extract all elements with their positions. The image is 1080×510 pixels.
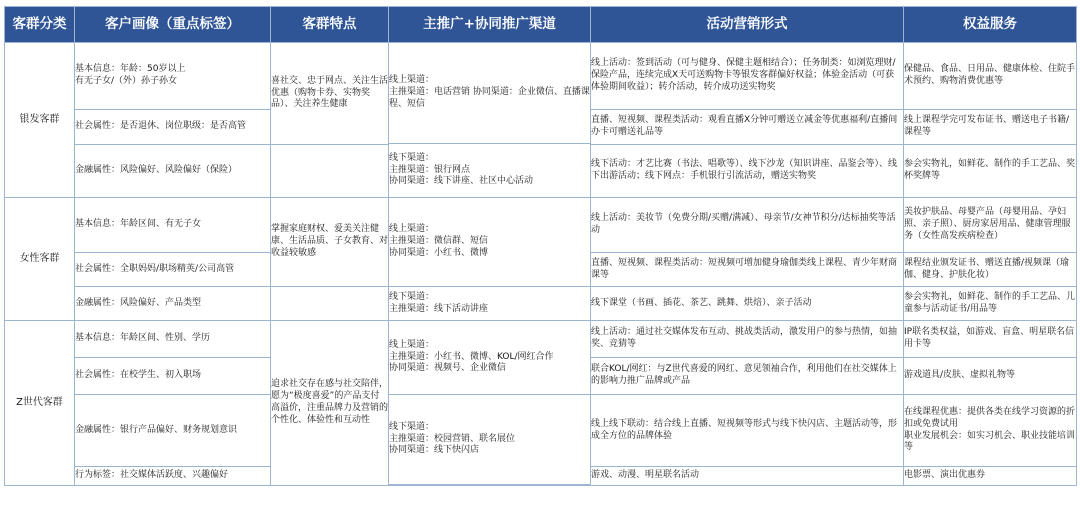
profile-cell: 基本信息：年龄：50岁以上 有无子女/（外）孙子孙女 [75, 43, 271, 110]
profile-cell: 基本信息：年龄区间、有无子女 [75, 198, 271, 253]
segment-female: 女性客群 [5, 198, 75, 321]
profile-cell: 基本信息：年龄区间、性别、学历 [75, 321, 271, 358]
profile-cell: 金融属性：银行产品偏好、财务规划意识 [75, 395, 271, 467]
activity-cell: 直播、短视频、课程类活动：观看直播X分钟可赠送立减金等优惠福利/直播间办卡可赠送礼品等 [591, 110, 904, 145]
table-row [5, 43, 1077, 109]
profile-cell: 行为标签：社交媒体活跃度、兴趣偏好 [75, 467, 271, 486]
channels-cell: 线上渠道： 主推渠道：微信群、短信 协同渠道：小红书、微博 [389, 198, 591, 287]
channels-cell: 线下渠道： 主推渠道：校园营销、联名展位 协同渠道：线下快闪店 [389, 395, 591, 485]
marketing-table [4, 6, 1077, 486]
header-traits: 客群特点 [271, 7, 389, 43]
profile-cell: 社会属性：在校学生、初入职场 [75, 358, 271, 395]
profile-cell: 金融属性：风险偏好、产品类型 [75, 287, 271, 321]
header-channels: 主推广+协同推广渠道 [389, 7, 591, 43]
table-row [5, 287, 1077, 321]
traits-cell: 追求社交存在感与社交陪伴，愿为“极度喜爱”的产品支付高溢价，注重品牌力及营销的个性化、体验性和互动性 [271, 321, 389, 486]
channels-cell: 线上渠道： 主推渠道：小红书、微博、KOL/网红合作 协同渠道：视频号、企业微信 [389, 321, 591, 395]
activity-cell: 联合KOL/网红：与Z世代喜爱的网红、意见领袖合作，利用他们在社交媒体上的影响力推广品牌或产品 [591, 358, 904, 395]
profile-cell: 社会属性：全职妈妈/职场精英/公司高管 [75, 253, 271, 287]
benefit-cell: 参会实物礼，如鲜花、制作的手工艺品、奖杯奖牌等 [904, 145, 1077, 198]
header-row [5, 7, 1077, 43]
benefit-cell: 课程结业颁发证书、赠送直播/视频课（瑜伽、健身、护肤化妆） [904, 253, 1077, 287]
traits-cell: 喜社交、忠于网点、关注生活优惠（购物卡券、实物奖品）、关注养生健康 [271, 43, 389, 145]
benefit-cell: 电影票、演出优惠券 [904, 467, 1077, 486]
profile-cell: 社会属性：是否退休、岗位职级：是否高管 [75, 110, 271, 145]
activity-cell: 直播、短视频、课程类活动：短视频可增加健身瑜伽类线上课程、青少年财商课等 [591, 253, 904, 287]
header-profile: 客户画像（重点标签） [75, 7, 271, 43]
channels-cell [389, 485, 591, 486]
activity-cell: 线上活动：通过社交媒体发布互动、挑战类活动，激发用户的参与热情，如抽奖、竞猜等 [591, 321, 904, 358]
profile-cell: 金融属性：风险偏好、风险偏好（保险） [75, 145, 271, 198]
header-segment: 客群分类 [5, 7, 75, 43]
benefit-cell: 在线课程优惠：提供各类在线学习资源的折扣或免费试用 职业发展机会：如实习机会、职业技能培训等 [904, 395, 1077, 467]
activity-cell: 线上活动：签到活动（可与健身、保健主题相结合）；任务制类：如浏览理财/保险产品，连续完成X天可送购物卡等银发客群偏好权益；体验金活动（可获体验期间收益）；转介活动，转介成功送实物奖 [591, 43, 904, 110]
activity-cell: 游戏、动漫、明星联名活动 [591, 467, 904, 486]
header-activities: 活动营销形式 [591, 7, 904, 43]
traits-cell [271, 145, 389, 198]
segment-genz: Z世代客群 [5, 321, 75, 486]
channels-cell: 线下渠道： 主推渠道：线下活动讲座 [389, 287, 591, 321]
activity-cell: 线下课堂（书画、插花、茶艺、跳舞、烘焙）、亲子活动 [591, 287, 904, 321]
table-row [5, 395, 1077, 467]
traits-cell [271, 287, 389, 321]
benefit-cell: 线上课程学完可发布证书、赠送电子书籍/课程等 [904, 110, 1077, 145]
activity-cell: 线上线下联动：结合线上直播、短视频等形式与线下快闪店、主题活动等，形成全方位的品牌体验 [591, 395, 904, 467]
channels-cell: 线上渠道： 主推渠道：电话营销 协同渠道：企业微信、直播课程、短信 [389, 43, 591, 144]
traits-cell: 掌握家庭财权、爱美关注健康、生活品质、子女教育、对收益较敏感 [271, 198, 389, 287]
benefit-cell: 游戏道具/皮肤、虚拟礼物等 [904, 358, 1077, 395]
activity-cell: 线下活动：才艺比赛（书法、唱歌等）、线下沙龙（知识讲座、品鉴会等）、线下出游活动；线下网点：手机银行引流活动，赠送实物奖 [591, 145, 904, 198]
benefit-cell: IP联名类权益，如游戏、盲盒、明星联名信用卡等 [904, 321, 1077, 358]
benefit-cell: 美妆护肤品、母婴产品（母婴用品、孕妇照、亲子照）、厨房家居用品、健康管理服务（女性高发疾病检查） [904, 198, 1077, 253]
table-row [5, 321, 1077, 358]
benefit-cell: 保健品、食品、日用品、健康体检、住院手术预约、购物消费优惠等 [904, 43, 1077, 110]
activity-cell: 线上活动：美妆节（免费分期/买赠/满减）、母亲节/女神节积分/达标抽奖等活动 [591, 198, 904, 253]
benefit-cell: 参会实物礼，如鲜花、制作的手工艺品、儿童参与活动证书/用品等 [904, 287, 1077, 321]
header-benefits: 权益服务 [904, 7, 1077, 43]
segment-silver: 银发客群 [5, 43, 75, 198]
table-row [5, 198, 1077, 253]
channels-cell: 线下渠道： 主推渠道：银行网点 协同渠道：线下讲座、社区中心活动 [389, 144, 591, 198]
